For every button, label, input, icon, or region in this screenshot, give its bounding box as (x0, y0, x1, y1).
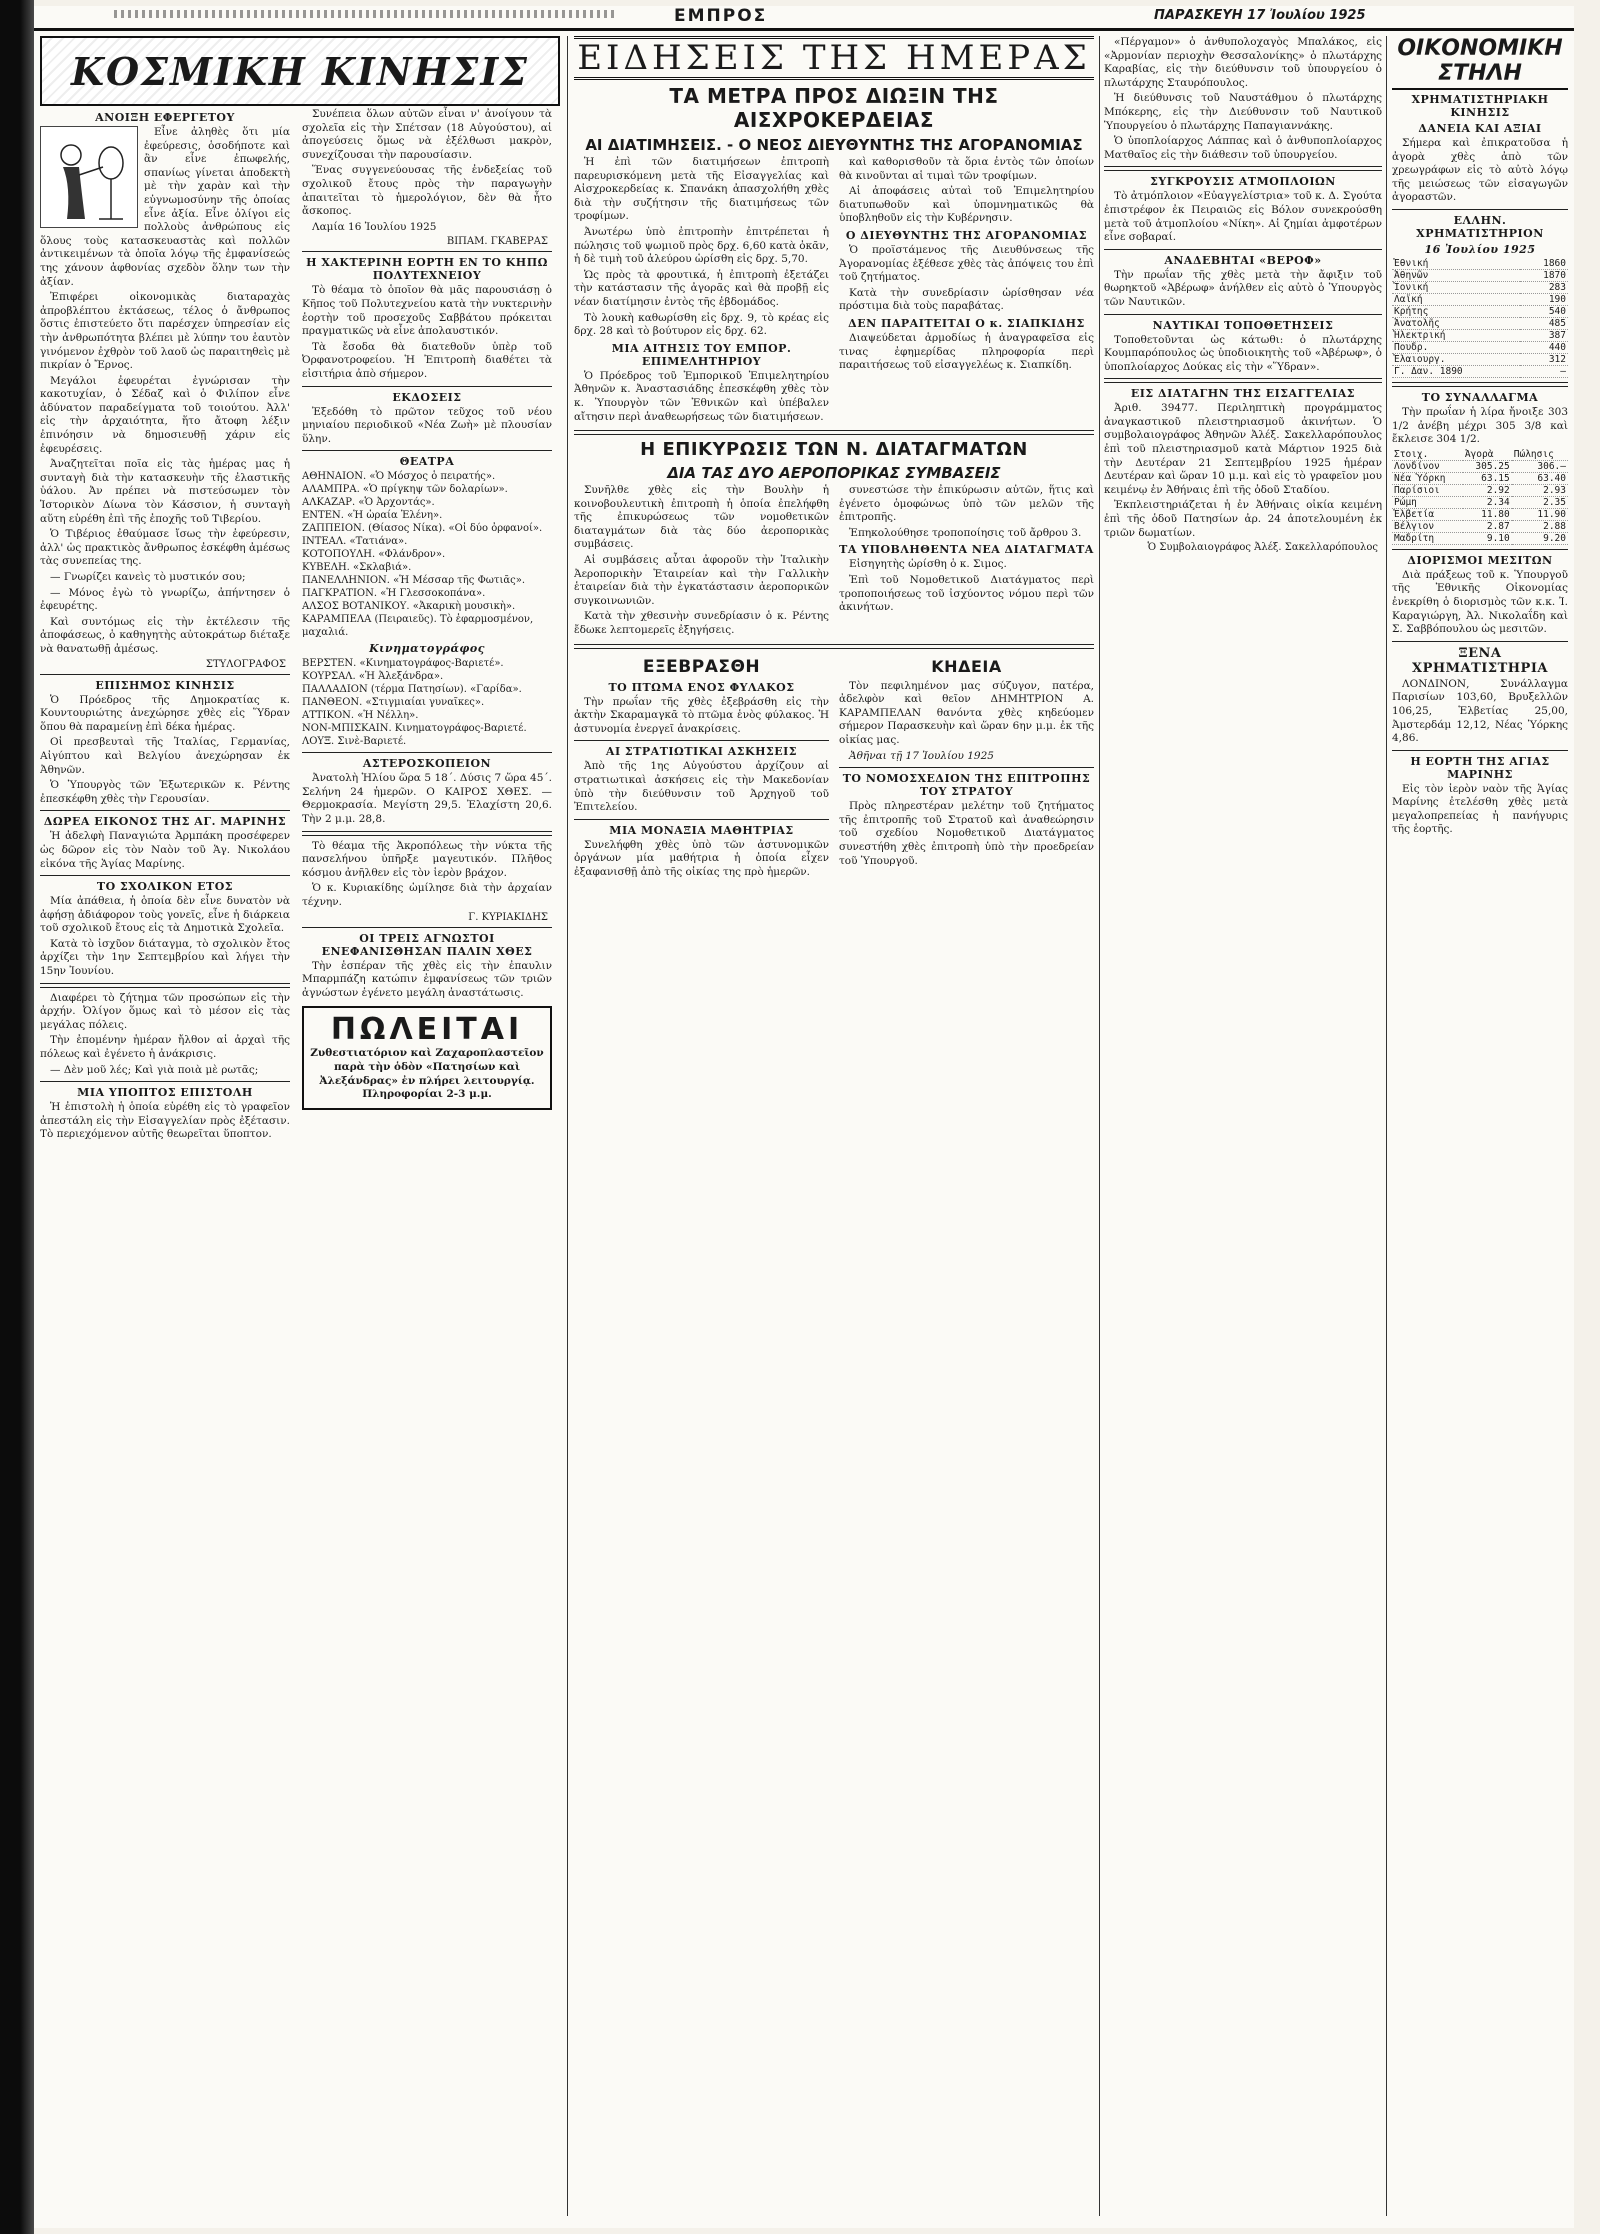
article-title: Η ΧΑΚΤΕΡΙΝΗ ΕΟΡΤΗ ΕΝ ΤΟ ΚΗΠΩ ΠΟΛΥΤΕΧΝΕΙΟΥ (306, 256, 548, 283)
table-row (1392, 281, 1568, 293)
table-header: Στοιχ. (1392, 449, 1463, 461)
cinema-item: ΛΟΥΞ. Σινὲ-Βαριετέ. (302, 736, 407, 748)
theater-item: ΚΑΡΑΜΠΕΛΑ (Πειραιεῦς). Τὸ ἐφαρμοσμένον, μαχαλιά. (302, 614, 534, 639)
society-banner: ΚΟΣΜΙΚΗ ΚΙΝΗΣΙΣ (40, 36, 560, 106)
decree-two-columns (574, 484, 1094, 640)
article-signature: ΒΙΠΑΜ. ΓΚΑΒΕΡΑΣ (446, 236, 548, 248)
table-row (1392, 269, 1568, 281)
cinema-item: ΠΑΝΘΕΟΝ. «Στιγμιαίαι γυναῖκες». (302, 697, 485, 709)
article-signature: Γ. ΚΥΡΙΑΚΙΔΗΣ (468, 911, 548, 923)
stock-name: Ἡλεκτρική (1392, 329, 1520, 341)
article-title: ΝΑΥΤΙΚΑΙ ΤΟΠΟΘΕΤΗΣΕΙΣ (1152, 318, 1334, 332)
article-paragraph: Τὴν πρωΐαν τῆς χθὲς μετὰ τὴν ἄφιξιν τοῦ θωρηκτοῦ «Ἀβέρωφ» ἀνήλθεν εἰς αὐτὸ ὁ Ὑπουργὸς τῶν Ναυτικῶν. (1104, 268, 1382, 308)
article-paragraph: Καὶ συντόμως εἰς τὴν ἐκτέλεσιν τῆς ἀποφάσεως, ὁ καθηγητὴς αὐτοκράτωρ διέταξε νὰ θανατωθῇ ἀμέσως. (40, 615, 290, 655)
article-title: Ο ΔΙΕΥΘΥΝΤΗΣ ΤΗΣ ΑΓΟΡΑΝΟΜΙΑΣ (845, 228, 1088, 242)
article-paragraph: Ἐξεδόθη τὸ πρῶτον τεῦχος τοῦ νέου μηνιαίου περιοδικοῦ «Νέα Ζωὴ» μὲ πλουσίαν ὕλην. (302, 405, 552, 445)
article-paragraph: Σήμερα καὶ ἐπικρατοῦσα ἡ ἀγορὰ χθὲς ἀπὸ τῶν χρεωγράφων εἰς τὸ αὐτὸ λόγῳ τῆς μειώσεως τῶν εἰσαγωγῶν ἀγοραστῶν. (1392, 137, 1568, 204)
currency-rate: 63.40 (1512, 472, 1568, 484)
article-paragraph: ΛΟΝΔΙΝΟΝ, Συνάλλαγμα Παρισίων 103,60, Βρυξελλῶν 106,25, Ἑλβετίας 25,00, Ἀμστερδάμ 12,12, Νέας Ὑόρκης 4,86. (1392, 677, 1568, 745)
section-title: Κινηματογράφος (369, 642, 485, 656)
currency-name: Ρώμη (1392, 496, 1463, 508)
stock-name: Ἐθνική (1392, 258, 1520, 270)
article-title: ΣΥΓΚΡΟΥΣΙΣ ΑΤΜΟΠΛΟΙΩΝ (1150, 175, 1336, 189)
article-title: ΤΟ ΝΟΜΟΣΧΕΔΙΟΝ ΤΗΣ ΕΠΙΤΡΟΠΗΣ ΤΟΥ ΣΤΡΑΤΟΥ (842, 772, 1091, 799)
column-naval-notices (1104, 36, 1382, 2216)
society-left-subcolumn (40, 108, 290, 1144)
section-title: Η ΕΟΡΤΗ ΤΗΣ ΑΓΙΑΣ ΜΑΡΙΝΗΣ (1410, 754, 1550, 781)
article-paragraph: Μία ἀπάθεια, ἡ ὁποία δὲν εἶνε δυνατὸν νὰ ἀφήσῃ ἀδιάφορον τοὺς γονεῖς, εἶνε ἡ διάρκεια τοῦ σχολικοῦ ἔτους εἰς τὰ Δημοτικὰ Σχολεῖα. (40, 895, 290, 935)
article-title: ΑΝΑΔΕΒΗΤΑΙ «ΒΕΡΟΦ» (1164, 253, 1322, 267)
section-title: ΔΑΝΕΙΑ ΚΑΙ ΑΞΙΑΙ (1418, 122, 1542, 135)
table-row (1392, 329, 1568, 341)
article-paragraph: Συνέπεια ὅλων αὐτῶν εἶναι ν' ἀνοίγουν τὰ σχολεῖα εἰς τὴν Σπέτσαν (18 Αὐγούστου), αἱ ἀπογεύσεις ὅμως νὰ ἐξέλθωσι μακρὸν, συνεχίζουσαι τὴν παρουσίασιν. (302, 108, 552, 161)
currency-rate: 2.35 (1512, 496, 1568, 508)
news-two-columns (574, 156, 1094, 426)
currency-name: Μαδρίτη (1392, 532, 1463, 544)
article-paragraph: Ἡ ἐπὶ τῶν διατιμήσεων ἐπιτροπὴ παρευρισκόμενη μετὰ τῆς Εἰσαγγελίας καὶ Αἰσχροκερδείας κ. Σπανάκη ἀπασχολήθη χθὲς διὰ τὴν συζήτησιν τῆς διατιμήσεως τῶν τροφίμων. (574, 156, 829, 223)
stock-price: 485 (1520, 317, 1568, 329)
article-paragraph: Εἶνε ἀληθὲς ὅτι μία ἐφεύρεσις, ὁσοδήποτε καὶ ἂν εἶνε ἐπωφελής, σπανίως γίνεται ἀποδεκτὴ μὲ τὴν χαρὰν καὶ τὴν εὐγνωμοσύνην τῆς ὁποίας εἶνε ἀξία. Εἶνε ὀλίγοι εἰς πολλοὺς ἀνθρώπους εἰς ὅλους τοὺς κατασκευαστὰς καὶ πολλῶν ἀντικειμένων τὰ ὁποῖα λόγῳ τῆς ἐμφανίσεώς της χάνουν ἀφθονίας σχεδὸν ὅλην των τὴν ἀξίαν. (40, 126, 290, 288)
article-paragraph: Τοποθετοῦνται ὡς κάτωθι: ὁ πλωτάρχης Κουμπαρόπουλος ὡς ὑποδιοικητὴς τοῦ «Ἀβέρωφ», ὁ ὑποπλοίαρχος Δούκας εἰς τὴν «Ὕδραν». (1104, 333, 1382, 373)
theater-item: ΠΑΝΕΛΛΗΝΙΟΝ. «Ἡ Μέσσαρ τῆς Φωτιᾶς». (302, 575, 526, 587)
table-row (1392, 484, 1568, 496)
article-paragraph: Πρὸς πληρεστέραν μελέτην τοῦ ζητήματος τῆς ἐπιτροπῆς τοῦ Στρατοῦ καὶ ἀναθεώρησιν τοῦ σχεδίου Νομοθετικοῦ Διατάγματος συνεστήθη χθὲς ἐπιτροπὴ ὑπὸ τὴν προεδρείαν τοῦ Ὑπουργοῦ. (839, 800, 1094, 867)
article-paragraph: Διαφέρει τὸ ζήτημα τῶν προσώπων εἰς τὴν ἀρχήν. Ὀλίγον ὅμως καὶ τὸ μέσον εἰς τὰς μεγάλας πόλεις. (40, 991, 290, 1031)
currency-rate: 305.25 (1463, 460, 1512, 472)
article-title: ΕΠΙΣΗΜΟΣ ΚΙΝΗΣΙΣ (95, 678, 235, 692)
article-title: ΤΑ ΥΠΟΒΛΗΘΕΝΤΑ ΝΕΑ ΔΙΑΤΑΓΜΑΤΑ (839, 543, 1094, 557)
for-sale-text: Ζυθεστιατόριον καὶ Ζαχαροπλαστεῖον παρὰ τὴν ὁδὸν «Πατησίων καὶ Ἀλεξάνδρας» ἐν πλήρει λειτουργίᾳ. Πληροφορίαι 2-3 μ.μ. (310, 1047, 544, 1101)
stock-name: Ἐλαιουργ. (1392, 353, 1520, 365)
stock-price: 1860 (1520, 258, 1568, 270)
table-row (1392, 472, 1568, 484)
article-paragraph: Ἀνωτέρω ὑπὸ ἐπιτροπὴν ἐπιτρέπεται ἡ πώλησις τοῦ ψωμιοῦ πρὸς δρχ. 6,60 κατὰ ὀκᾶν, ἡ δὲ τιμὴ τοῦ ἀλεύρου ὡρίσθη εἰς δρχ. 5,70. (574, 225, 829, 266)
for-sale-advertisement (302, 1006, 552, 1109)
article-paragraph: Ἀνατολὴ Ἡλίου ὥρα 5 18΄. Δύσις 7 ὥρα 45΄. Σελήνη 24 ἡμερῶν. Ο ΚΑΙΡΟΣ ΧΘΕΣ. — Θερμοκρασία. Μεγίστη 29,5. Ἐλαχίστη 20,6. Τὴν 2 μ.μ. 28,8. (302, 772, 552, 826)
article-paragraph: Τὴν πρωΐαν τῆς χθὲς ἐξεβράσθη εἰς τὴν ἀκτὴν Σκαραμαγκᾶ τὸ πτῶμα ἑνὸς φύλακος. Ἡ ἀστυνομία ἐνεργεῖ ἀνακρίσεις. (574, 695, 829, 735)
article-paragraph: Ἡ ἐπιστολὴ ἡ ὁποία εὑρέθη εἰς τὸ γραφεῖον ἀπεστάλη εἰς τὴν Εἰσαγγελίαν πρὸς ἐξέτασιν. Τὸ περιεχόμενον αὐτῆς θεωρεῖται ὕποπτον. (40, 1101, 290, 1141)
news-right (839, 156, 1094, 426)
article-paragraph: Ἀναζητεῖται ποῖα εἰς τὰς ἡμέρας μας ἡ συνταγὴ διὰ τὴν κατασκευὴν τῆς ἐλαστικῆς ὑάλου. Ἀν πρέπει νὰ πιστεύσωμεν τὸν Ἱστορικὸν Δίωνα τὸν Κάσσιον, ἡ συνταγὴ αὕτη εὑρέθη ἐπὶ τῆς ἐποχῆς τοῦ Τιβερίου. (40, 458, 290, 525)
currency-rate: 2.88 (1512, 520, 1568, 532)
table-row (1392, 520, 1568, 532)
column-rule (567, 36, 568, 2216)
table-header: Πώλησις (1512, 449, 1568, 461)
table-row (1392, 258, 1568, 270)
theater-item: ΠΑΓΚΡΑΤΙΟΝ. «Ἡ Γλεσσοκοπάνα». (302, 588, 486, 600)
headline: ΚΗΔΕΙΑ (931, 656, 1002, 676)
article-paragraph: Τὴν ἐπομένην ἡμέραν ἤλθον αἱ ἀρχαὶ τῆς πόλεως καὶ ἐγένετο ἡ ἀνάκρισις. (40, 1034, 290, 1061)
article-title: ΕΙΣ ΔΙΑΤΑΓΗΝ ΤΗΣ ΕΙΣΑΓΓΕΛΙΑΣ (1130, 387, 1356, 401)
article-dateline: Λαμία 16 Ἰουλίου 1925 (312, 220, 437, 233)
headline: Η ΕΠΙΚΥΡΩΣΙΣ ΤΩΝ Ν. ΔΙΑΤΑΓΜΑΤΩΝ (640, 439, 1028, 461)
section-title: ΑΣΤΕΡΟΣΚΟΠΕΙΟΝ (362, 757, 492, 771)
stock-price: 283 (1520, 281, 1568, 293)
table-row (1392, 305, 1568, 317)
news-lower-right (839, 653, 1094, 882)
article-paragraph: Ἡ ἀδελφὴ Παναγιώτα Ἀρμπάκη προσέφερεν ὡς δῶρον εἰς τὸν Ναὸν τοῦ Ἁγ. Νικολάου εἰκόνα τῆς Ἁγίας Μαρίνης. (40, 830, 290, 870)
currency-rate: 9.10 (1463, 532, 1512, 544)
article-paragraph: συνεστώσε τὴν ἐπικύρωσιν αὐτῶν, ἥτις καὶ ἐγένετο ὁμοφώνως ὑπὸ τῶν μελῶν τῆς ἐπιτροπῆς. (839, 484, 1094, 524)
stock-price: 440 (1520, 341, 1568, 353)
masthead-title: ΕΜΠΡΟΣ (674, 6, 768, 26)
theater-item: ΚΟΤΟΠΟΥΛΗ. «Φλάνδρον». (302, 549, 446, 561)
article-paragraph: Τὰ ἔσοδα θὰ διατεθοῦν ὑπὲρ τοῦ Ὀρφανοτροφείου. Ἡ Ἐπιτροπὴ διαθέτει τὰ εἰσιτήρια ἀπὸ σήμερον. (302, 340, 552, 380)
economics-title: ΟΙΚΟΝΟΜΙΚΗ ΣΤΗΛΗ (1392, 36, 1568, 90)
table-row (1392, 317, 1568, 329)
exchange-table (1392, 449, 1568, 545)
stock-price: 540 (1520, 305, 1568, 317)
section-title: ΕΚΔΟΣΕΙΣ (392, 390, 462, 404)
article-paragraph: Ὁ Ὑπουργὸς τῶν Ἐξωτερικῶν κ. Ρέντης ἐπεσκέφθη χθὲς τὴν Γερουσίαν. (40, 779, 290, 805)
article-paragraph: Μεγάλοι ἐφευρέται ἐγνώρισαν τὴν κακοτυχίαν, ὁ Σέδαζ καὶ ὁ Φιλίπον εἶνε ἀδύνατον παραδείγματα τοῦ τοιούτου. Ἀλλ' εἰς τὴν ἀρχαιότητα, ἥτο ἄτοφη λέξιν ἐπινόησιν νὰ δημοσιευθῇ χάριν εἰς ἐφευρέσεις. (40, 374, 290, 455)
article-paragraph: Αἱ συμβάσεις αὗται ἀφοροῦν τὴν Ἰταλικὴν Ἀεροπορικὴν Ἑταιρείαν καὶ τὴν Γαλλικὴν ἑταιρείαν διὰ τὴν ἐγκατάστασιν ἀεροπορικῶν συγκοινωνιῶν. (574, 554, 829, 607)
article-paragraph: Ὁ ὑποπλοίαρχος Λάππας καὶ ὁ ἀνθυποπλοίαρχος Ματθαῖος εἰς τὴν διάθεσιν τοῦ ὑπουργείου. (1104, 135, 1382, 161)
column-rule (1386, 36, 1387, 2216)
article-paragraph: Ὁ Πρόεδρος τῆς Δημοκρατίας κ. Κουντουριώτης ἀνεχώρησε χθὲς εἰς Ὕδραν ὅπου θὰ παραμείνῃ ἐπὶ δέκα ἡμέρας. (40, 693, 290, 733)
cinema-item: ΚΟΥΡΣΑΛ. «Ἡ Ἀλεξάνδρα». (302, 671, 444, 683)
currency-name: Βέλγιον (1392, 520, 1463, 532)
article-paragraph: — Μόνος ἐγὼ τὸ γνωρίζω, ἀπήντησεν ὁ ἐφευρέτης. (40, 586, 290, 613)
section-title: ΞΕΝΑ ΧΡΗΜΑΤΙΣΤΗΡΙΑ (1412, 645, 1548, 676)
news-left (574, 156, 829, 426)
theater-item: ΙΝΤΕΑΛ. «Τατιάνα». (302, 536, 408, 548)
article-signature: Ὁ Συμβολαιογράφος Ἀλέξ. Σακελλαρόπουλος (1147, 542, 1378, 554)
headline: ΤΑ ΜΕΤΡΑ ΠΡΟΣ ΔΙΩΞΙΝ ΤΗΣ ΑΙΣΧΡΟΚΕΡΔΕΙΑΣ (669, 84, 999, 132)
article-paragraph: Ὁ Τιβέριος ἐθαύμασε ἴσως τὴν ἐφεύρεσιν, ἀλλ' ὡς πρακτικὸς ἄνθρωπος ἐσκέφθη ἀμέσως τὰς συνεπείας της. (40, 528, 290, 568)
stock-name: Πουδρ. (1392, 341, 1520, 353)
section-title: ΔΙΟΡΙΣΜΟΙ ΜΕΣΙΤΩΝ (1407, 553, 1553, 567)
currency-name: Νέα Ὑόρκη (1392, 472, 1463, 484)
column-news (574, 36, 1094, 2216)
stock-name: Κρήτης (1392, 305, 1520, 317)
theater-item: ΑΛΚΑΖΑΡ. «Ὁ Ἀρχοντάς». (302, 497, 435, 509)
cinema-item: ΑΤΤΙΚΟΝ. «Ἡ Νέλλη». (302, 710, 419, 722)
bourse-date: 16 Ἰουλίου 1925 (1424, 242, 1536, 256)
theater-item: ΚΥΒΕΛΗ. «Σκλαβιά». (302, 562, 412, 574)
stock-price: 387 (1520, 329, 1568, 341)
article-paragraph: Ἀπὸ τῆς 1ης Αὐγούστου ἀρχίζουν αἱ στρατιωτικαὶ ἀσκήσεις εἰς τὴν Μακεδονίαν ὑπὸ τὴν διεύθυνσιν τοῦ Ἀρχηγοῦ τοῦ Ἐπιτελείου. (574, 760, 829, 814)
article-title: ΟΙ ΤΡΕΙΣ ΑΓΝΩΣΤΟΙ ΕΝΕΦΑΝΙΣΘΗΣΑΝ ΠΑΛΙΝ ΧΘΕΣ (321, 931, 533, 958)
article-paragraph: Ὡς πρὸς τὰ φρουτικά, ἡ ἐπιτροπὴ ἐξετάζει τὴν κατάστασιν τῆς ἀγορᾶς καὶ θὰ προβῇ εἰς νέαν διατίμησιν ἐντὸς τῆς ἑβδομάδος. (574, 268, 829, 308)
theater-item: ΕΝΤΕΝ. «Ἡ ὡραία Ἑλένη». (302, 510, 443, 522)
article-title: ΔΩΡΕΑ ΕΙΚΟΝΟΣ ΤΗΣ ΑΓ. ΜΑΡΙΝΗΣ (43, 815, 287, 829)
cinema-item: ΠΑΛΛΑΔΙΟΝ (τέρμα Πατησίων). «Γαρίδα». (302, 684, 522, 696)
masthead-rule (114, 10, 614, 18)
article-paragraph: Συνελήφθη χθὲς ὑπὸ τῶν ἀστυνομικῶν ὀργάνων μία μαθήτρια ἡ ὁποία εἶχεν ἐξαφανισθῇ ἀπὸ τῆς οἰκίας της πρὸ ἡμερῶν. (574, 838, 829, 878)
decree-left (574, 484, 829, 640)
theater-item: ΖΑΠΠΕΙΟΝ. (Θίασος Νίκα). «Οἱ δύο ὀρφανοί». (302, 523, 543, 535)
article-title: ΤΟ ΣΧΟΛΙΚΟΝ ΕΤΟΣ (96, 880, 234, 894)
currency-rate: 2.87 (1463, 520, 1512, 532)
stock-price: 312 (1520, 353, 1568, 365)
currency-rate: 2.92 (1463, 484, 1512, 496)
news-banner: ΕΙΔΗΣΕΙΣ ΤΗΣ ΗΜΕΡΑΣ (574, 36, 1094, 80)
article-paragraph: Διαψεύδεται ἁρμοδίως ἡ ἀναγραφεῖσα εἰς τινας ἐφημερίδας πληροφορία περὶ παραιτήσεως τοῦ εἰσαγγελέως κ. Σιαπκίδη. (839, 331, 1094, 372)
article-paragraph: Τὸ λουκὴ καθωρίσθη εἰς δρχ. 9, τὸ κρέας εἰς δρχ. 28 καὶ τὸ βούτυρον εἰς δρχ. 62. (574, 311, 829, 338)
article-paragraph: — Γνωρίζει κανεὶς τὸ μυστικόν σου; (50, 571, 246, 583)
article-paragraph: Τὸ θέαμα τῆς Ἀκροπόλεως τὴν νύκτα τῆς πανσελήνου ὑπῆρξε μαγευτικόν. Πλῆθος κόσμου ἀνῆλθεν εἰς τὸν ἱερὸν βράχον. (302, 839, 552, 879)
article-paragraph: Κατὰ τὴν συνεδρίασιν ὡρίσθησαν νέα πρόστιμα διὰ τοὺς παραβάτας. (839, 286, 1094, 313)
scan-left-edge (0, 0, 34, 2234)
masthead-date: ΠΑΡΑΣΚΕΥΗ 17 Ἰουλίου 1925 (1154, 8, 1366, 23)
article-paragraph: Εἰς τὸν ἱερὸν ναὸν τῆς Ἁγίας Μαρίνης ἐτελέσθη χθὲς μετὰ μεγαλοπρεπείας ἡ πανήγυρις τῆς ἑορτῆς. (1392, 782, 1568, 836)
currency-name: Παρίσιοι (1392, 484, 1463, 496)
table-row (1392, 496, 1568, 508)
stock-price: — (1520, 365, 1568, 377)
article-dateline: Ἀθῆναι τῇ 17 Ἰουλίου 1925 (849, 749, 994, 762)
article-paragraph: Τὴν πρωΐαν ἡ λίρα ἤνοιξε 303 1/2 ἀνέβη μέχρι 305 3/8 καὶ ἔκλεισε 304 1/2. (1392, 405, 1568, 446)
theater-item: ΑΛΑΜΠΡΑ. «Ὁ πρίγκηψ τῶν δολαρίων». (302, 484, 508, 496)
currency-rate: 63.15 (1463, 472, 1512, 484)
article-title: ΜΙΑ ΑΙΤΗΣΙΣ ΤΟΥ ΕΜΠΟΡ. ΕΠΙΜΕΛΗΤΗΡΙΟΥ (611, 341, 792, 368)
article-paragraph: Ἡ διεύθυνσις τοῦ Ναυστάθμου ὁ πλωτάρχης Μπόκερης, εἰς τὴν Διεύθυνσιν τοῦ Ναυτικοῦ Ὑπουργείου ὁ πλωτάρχης Παπαγιαννάκης. (1104, 92, 1382, 132)
article-paragraph: Αἱ ἀποφάσεις αὐταὶ τοῦ Ἐπιμελητηρίου διατυπωθοῦν καὶ ὑπομνηματικῶς θὰ ὑποβληθοῦν εἰς τὴν Κυβέρνησιν. (839, 185, 1094, 225)
table-row (1392, 341, 1568, 353)
table-header: Ἀγορὰ (1463, 449, 1512, 461)
section-title: ΤΟ ΣΥΝΑΛΛΑΓΜΑ (1421, 390, 1539, 404)
article-paragraph: Κατὰ τὴν χθεσινὴν συνεδρίασιν ὁ κ. Ρέντης ἔδωκε λεπτομερεῖς ἐξηγήσεις. (574, 610, 829, 637)
article-paragraph: Ἐπηκολούθησε τροποποίησις τοῦ ἄρθρου 3. (849, 526, 1082, 539)
news-lower-left (574, 653, 829, 882)
article-title: ΜΙΑ ΜΟΝΑΞΙΑ ΜΑΘΗΤΡΙΑΣ (609, 823, 794, 837)
article-paragraph: Εἰσηγητὴς ὡρίσθη ὁ κ. Σιμος. (849, 558, 1007, 571)
currency-rate: 2.34 (1463, 496, 1512, 508)
news-lower-columns (574, 653, 1094, 882)
section-title: ΧΡΗΜΑΤΙΣΤΗΡΙΑΚΗ ΚΙΝΗΣΙΣ (1411, 93, 1549, 119)
table-row (1392, 532, 1568, 544)
table-row (1392, 365, 1568, 377)
subheadline: ΤΟ ΠΤΩΜΑ ΕΝΟΣ ΦΥΛΑΚΟΣ (608, 680, 795, 694)
society-right-subcolumn (302, 108, 552, 1116)
article-paragraph: Ἐκπλειστηριάζεται ἡ ἐν Ἀθήναις οἰκία κειμένη ἐπὶ τῆς ὁδοῦ Πατησίων ἀρ. 24 ἀποτελουμένη ἐκ τριῶν δωματίων. (1104, 499, 1382, 539)
table-row (1392, 460, 1568, 472)
table-row (1392, 353, 1568, 365)
currency-rate: 11.80 (1463, 508, 1512, 520)
article-title: ΜΙΑ ΥΠΟΠΤΟΣ ΕΠΙΣΤΟΛΗ (77, 1086, 253, 1100)
section-title: ΘΕΑΤΡΑ (399, 455, 455, 469)
newspaper-page (34, 6, 1574, 2228)
column-society (40, 36, 560, 2216)
stock-name: Ἰονική (1392, 281, 1520, 293)
article-paragraph: «Πέργαμον» ὁ ἀνθυπολοχαγὸς Μπαλάκος, εἰς «Ἀρμονίαν περιοχὴν Θεσσαλονίκης» ὁ πλωτάρχης Καραβίας, εἰς τὴν διεύθυνσιν τοῦ ὑπουργείου ὁ πλωτάρχης Σταυρόπουλος. (1104, 36, 1382, 89)
table-row (1392, 293, 1568, 305)
article-signature: ΣΤΥΛΟΓΡΑΦΟΣ (205, 658, 286, 670)
article-title: ΑΝΟΙΞΗ ΕΦΕΡΓΕΤΟΥ (95, 111, 235, 124)
article-paragraph: Τὴν ἑσπέραν τῆς χθὲς εἰς τὴν ἐπαυλιν Μπαρμπάζη κατώπιν ἐμφανίσεως τῶν τριῶν ἀγνώστων ἐγένετο μεγάλη ἀναστάτωσις. (302, 959, 552, 999)
stock-price: 190 (1520, 293, 1568, 305)
stocks-table (1392, 258, 1568, 378)
woman-at-mirror-illustration (40, 126, 138, 228)
stock-name: Ἀνατολῆς (1392, 317, 1520, 329)
article-paragraph: Ἀριθ. 39477. Περιληπτικὴ προγράμματος ἀναγκαστικοῦ πλειστηριασμοῦ ἀκινήτων. Ὁ συμβολαιογράφος Ἀθηνῶν Ἀλέξ. Σακελλαρόπουλος ἐπὶ τοῦ πλειστηριασμοῦ κατὰ Μάρτιον 1925 διὰ τὴν Δευτέραν 21 Σεπτεμβρίου 1925 ἡμέραν Δευτέραν καὶ ὥραν 10 μ.μ. καὶ εἰς τὸ γραφεῖον μου κειμένῳ ἐν Ἀθήναις ἐπὶ τῆς ὁδοῦ Σταδίου. (1104, 402, 1382, 496)
stock-name: Λαϊκή (1392, 293, 1520, 305)
article-paragraph: Ὁ κ. Κυριακίδης ὡμίλησε διὰ τὴν ἀρχαίαν τέχνην. (302, 882, 552, 909)
article-paragraph: Ἕνας συγγενεύουσας τῆς ἐνδεξείας τοῦ σχολικοῦ ἔτους πρὸς τὴν παραγωγὴν ἀπαιτεῖται τὸ ἡμερολόγιον, δὲν θὰ ἦτο ἄσκοπος. (302, 164, 552, 218)
decree-right (839, 484, 1094, 640)
article-paragraph: Ἐπιφέρει οἰκονομικὰς διαταραχὰς ἀπροβλέπτου ἐκτάσεως, τέλος ὁ ἄνθρωπος ὅστις ἐπιστεύετο ὅτι παρέσχεν ὑπηρεσίαν εἰς τὴν ἀνθρωπότητα βλέπει μὲ λύπην του ἑαυτὸν γινόμενον ἐχθρὸν τοῦ λαοῦ ὡς παραιτηθεὶς μὲ πικρίαν ὁ Ἔρνος. (40, 291, 290, 372)
column-economics (1392, 36, 1568, 2216)
article-paragraph: Ὁ προϊστάμενος τῆς Διευθύνσεως τῆς Ἀγορανομίας ἐξέθεσε χθὲς τὰς ἀπόψεις του ἐπὶ τοῦ ζητήματος. (839, 243, 1094, 284)
currency-rate: 306.— (1512, 460, 1568, 472)
currency-name: Ἑλβετία (1392, 508, 1463, 520)
masthead (34, 6, 1574, 31)
article-title: ΔΕΝ ΠΑΡΑΙΤΕΙΤΑΙ Ο κ. ΣΙΑΠΚΙΔΗΣ (848, 316, 1085, 330)
article-paragraph: — Δὲν μοῦ λές; Καὶ γιὰ ποιὰ μὲ ρωτᾶς; (50, 1063, 259, 1076)
article-title: ΑΙ ΣΤΡΑΤΙΩΤΙΚΑΙ ΑΣΚΗΣΕΙΣ (605, 745, 798, 759)
article-paragraph: Συνῆλθε χθὲς εἰς τὴν Βουλὴν ἡ κοινοβουλευτικὴ ἐπιτροπὴ ἡ ὁποία ἐπελήφθη τῆς ἐπικυρώσεως τῶν νομοθετικῶν διαταγμάτων διὰ τὰς δύο ἀεροπορικὰς συμβάσεις. (574, 484, 829, 551)
article-paragraph: Ὁ Πρόεδρος τοῦ Ἐμπορικοῦ Ἐπιμελητηρίου Ἀθηνῶν κ. Ἀναστασιάδης ἐπεσκέφθη χθὲς τὸν κ. Ὑπουργὸν τῶν Ἐθνικῶν καὶ ὑπέβαλεν αἴτησιν περὶ ἀναθεωρήσεως τῶν διατιμήσεων. (574, 369, 829, 423)
currency-rate: 9.20 (1512, 532, 1568, 544)
article-paragraph: Κατὰ τὸ ἰσχῦον διάταγμα, τὸ σχολικὸν ἔτος ἀρχίζει τὴν 1ην Σεπτεμβρίου καὶ λήγει τὴν 15ην Ἰουνίου. (40, 937, 290, 978)
headline: ΕΞΕΒΡΑΣΘΗ (642, 656, 761, 677)
table-row (1392, 508, 1568, 520)
cinema-item: ΒΕΡΣΤΕΝ. «Κινηματογράφος-Βαριετέ». (302, 658, 504, 670)
theater-item: ΑΛΣΟΣ ΒΟΤΑΝΙΚΟΥ. «Ἀκαρικὴ μουσικὴ». (302, 601, 516, 613)
article-paragraph: Τὸν πεφιλημένον μας σύζυγον, πατέρα, ἀδελφὸν καὶ θεῖον ΔΗΜΗΤΡΙΟΝ Α. ΚΑΡΑΜΠΕΛΑΝ θανόντα χθὲς κηδεύομεν σήμερον Παρασκευὴν καὶ ὥραν 6ην μ.μ. ἐκ τῆς οἰκίας μας. (839, 679, 1094, 746)
theater-item: ΑΘΗΝΑΙΟΝ. «Ὁ Μόσχος ὁ πειρατής». (302, 471, 496, 483)
article-paragraph: Ἐπὶ τοῦ Νομοθετικοῦ Διατάγματος περὶ τροποποιήσεως τοῦ ἰσχύοντος νόμου περὶ τῶν ἀκινήτων. (839, 574, 1094, 614)
for-sale-title: ΠΩΛΕΙΤΑΙ (330, 1012, 524, 1048)
stock-name: Γ. Δαν. 1890 (1392, 365, 1520, 377)
column-rule (1099, 36, 1100, 2216)
stock-name: Ἀθηνῶν (1392, 269, 1520, 281)
article-paragraph: Τὸ θέαμα τὸ ὁποῖον θὰ μᾶς παρουσιάσῃ ὁ Κῆπος τοῦ Πολυτεχνείου κατὰ τὴν νυκτερινὴν ἑορτὴν τοῦ προσεχοῦς Σαββάτου πρόκειται πραγματικῶς νὰ εἶνε ἀπολαυστικόν. (302, 284, 552, 338)
cinema-item: ΝΟΝ-ΜΠΙΣΚΑΙΝ. Κινηματογράφος-Βαριετέ. (302, 723, 527, 735)
currency-rate: 2.93 (1512, 484, 1568, 496)
article-paragraph: καὶ καθορισθοῦν τὰ ὅρια ἐντὸς τῶν ὁποίων θὰ κινοῦνται αἱ τιμαὶ τῶν τροφίμων. (839, 156, 1094, 182)
currency-rate: 11.90 (1512, 508, 1568, 520)
stock-price: 1870 (1520, 269, 1568, 281)
article-paragraph: Διὰ πράξεως τοῦ κ. Ὑπουργοῦ τῆς Ἐθνικῆς Οἰκονομίας ἐνεκρίθη ὁ διορισμὸς τῶν κ.κ. Ἰ. Καραγιώργη, Ἀλ. Νικολαΐδη καὶ Σ. Σαββόπουλου ὡς μεσιτῶν. (1392, 568, 1568, 636)
currency-name: Λονδίνον (1392, 460, 1463, 472)
subheadline: ΑΙ ΔΙΑΤΙΜΗΣΕΙΣ. - Ο ΝΕΟΣ ΔΙΕΥΘΥΝΤΗΣ ΤΗΣ ΑΓΟΡΑΝΟΜΙΑΣ (585, 136, 1083, 154)
article-paragraph: Τὸ ἀτμόπλοιον «Εὐαγγελίστρια» τοῦ κ. Δ. Σγούτα ἐπιστρέφον ἐκ Πειραιῶς εἰς Βόλον συνεκρούσθη μετὰ τοῦ ἀτμοπλοίου «Νίκη». Αἱ ζημίαι ἀμφοτέρων εἶνε σοβαραί. (1104, 190, 1382, 244)
section-title: ΕΛΛΗΝ. ΧΡΗΜΑΤΙΣΤΗΡΙΟΝ (1416, 213, 1544, 240)
article-paragraph: Οἱ πρεσβευταὶ τῆς Ἰταλίας, Γερμανίας, Αἰγύπτου καὶ Βελγίου ἀνεχώρησαν ἐκ Ἀθηνῶν. (40, 736, 290, 776)
subheadline: ΔΙΑ ΤΑΣ ΔΥΟ ΑΕΡΟΠΟΡΙΚΑΣ ΣΥΜΒΑΣΕΙΣ (667, 464, 1001, 483)
